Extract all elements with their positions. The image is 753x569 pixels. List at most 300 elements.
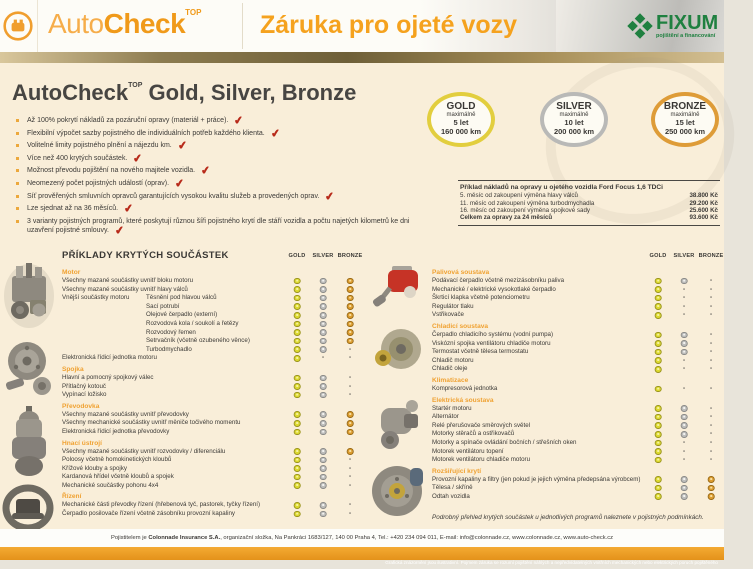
benefit-item xyxy=(14,152,432,166)
gold-coverage-dot-icon xyxy=(655,286,662,293)
bronze-coverage-dot-icon xyxy=(347,321,354,328)
gold-coverage-dot-icon xyxy=(655,278,662,285)
fixum-diamonds-icon xyxy=(628,14,652,38)
benefit-item xyxy=(14,164,432,178)
silver-coverage-dot-icon xyxy=(320,392,327,399)
coverage-row xyxy=(432,340,724,349)
square-bullet-icon xyxy=(16,207,19,210)
bronze-coverage-dot-icon xyxy=(347,295,354,302)
coverage-sublabel: Rozvodová kola / soukolí a řetězy xyxy=(146,319,239,327)
cost-total-row xyxy=(460,214,718,221)
no-coverage-dash-icon: - xyxy=(348,373,352,381)
disclaimer-text: Grafická znázornění jsou ilustrativní. Pojmem záruka se rozumí pojištění náhlých a nepředvídatelných vnitřních mechanických nebo elektrických poruch pojištěného xyxy=(385,560,718,565)
no-coverage-dash-icon: - xyxy=(709,438,713,446)
header xyxy=(0,0,724,52)
no-coverage-dash-icon: - xyxy=(709,339,713,347)
no-coverage-dash-icon: - xyxy=(682,311,686,319)
coverage-section-heading: Hnací ústrojí xyxy=(62,439,102,447)
title-top-superscript: TOP xyxy=(128,82,143,89)
bronze-coverage-dot-icon xyxy=(347,448,354,455)
no-coverage-dash-icon: - xyxy=(709,285,713,293)
red-checkmark-icon: ✔ xyxy=(123,202,135,216)
no-coverage-dash-icon: - xyxy=(682,384,686,392)
coverage-row xyxy=(62,448,362,457)
no-coverage-dash-icon: - xyxy=(709,430,713,438)
column-header-bronze: BRONZE xyxy=(337,253,363,259)
coverage-label: Všechny mazané součástky uvnitř rozvodovky / diferenciálu xyxy=(62,447,226,455)
silver-coverage-dot-icon xyxy=(681,422,688,429)
gold-coverage-dot-icon xyxy=(294,346,301,353)
coverage-title: PŘÍKLADY KRYTÝCH SOUČÁSTEK xyxy=(62,250,229,261)
gold-coverage-dot-icon xyxy=(294,295,301,302)
coverage-row xyxy=(432,365,724,374)
silver-coverage-dot-icon xyxy=(320,375,327,382)
transmission-photo xyxy=(6,404,52,483)
coverage-label: Kardanová hřídel včetně kloubů a spojek xyxy=(62,473,174,481)
column-header-silver: SILVER xyxy=(312,253,334,259)
cost-total-value: 93.600 Kč xyxy=(689,214,718,222)
coverage-row xyxy=(62,428,362,437)
autocheck-logo xyxy=(48,8,201,40)
coverage-section-heading: Motor xyxy=(62,269,81,276)
coverage-sublabel: Setrvačník (včetně ozubeného věnce) xyxy=(146,337,250,345)
coverage-label: Škrticí klapka včetně potenciometru xyxy=(432,294,530,302)
gold-coverage-dot-icon xyxy=(655,366,662,373)
coverage-label: Motorky stěračů a ostřikovačů xyxy=(432,430,515,438)
benefit-item xyxy=(14,217,432,238)
silver-coverage-dot-icon xyxy=(320,295,327,302)
gold-coverage-dot-icon xyxy=(294,474,301,481)
silver-coverage-dot-icon xyxy=(320,448,327,455)
bronze-coverage-dot-icon xyxy=(347,303,354,310)
silver-coverage-dot-icon xyxy=(681,332,688,339)
red-checkmark-icon: ✔ xyxy=(233,114,245,128)
gold-coverage-dot-icon xyxy=(294,429,301,436)
benefit-text: 3 varianty pojistných programů, které poskytují různou šíři pojistného krytí dle stáří vozidla a počtu najetých kilometrů ke dni uzavření pojistné smlouvy. xyxy=(27,217,410,234)
clutch-photo xyxy=(4,336,54,405)
coverage-row xyxy=(62,303,362,312)
benefit-text: Neomezený počet pojistných událostí (oprav). xyxy=(27,179,170,187)
red-checkmark-icon: ✔ xyxy=(114,224,125,238)
cost-total-label: Celkem za opravy za 24 měsíců xyxy=(460,214,553,222)
gold-coverage-dot-icon xyxy=(655,457,662,464)
coverage-sublabel: Olejové čerpadlo (externí) xyxy=(146,311,218,319)
gold-coverage-dot-icon xyxy=(294,411,301,418)
no-coverage-dash-icon: - xyxy=(682,294,686,302)
coverage-right-body xyxy=(432,266,724,501)
coverage-sublabel: Rozvodový řemen xyxy=(146,328,196,336)
coverage-section-heading: Převodovka xyxy=(62,402,100,410)
benefit-text: Volitelné limity pojistného plnění a nájezdu km. xyxy=(27,142,172,150)
coverage-label: Elektronická řídicí jednotka motoru xyxy=(62,354,157,362)
silver-coverage-dot-icon xyxy=(320,511,327,518)
no-coverage-dash-icon: - xyxy=(682,365,686,373)
no-coverage-dash-icon: - xyxy=(709,348,713,356)
benefit-item xyxy=(14,139,432,153)
cost-example-title: Příklad nákladů na opravy u ojetého vozidla Ford Focus 1,6 TDCi xyxy=(460,184,663,191)
coverage-row xyxy=(432,476,724,485)
column-header-gold: GOLD xyxy=(288,253,306,259)
plan-km: 200 000 km xyxy=(553,126,595,136)
coverage-row xyxy=(432,430,724,439)
no-coverage-dash-icon: - xyxy=(709,330,713,338)
coverage-label: Startér motoru xyxy=(432,404,472,412)
plan-name: SILVER xyxy=(556,101,592,112)
cost-row xyxy=(460,200,718,207)
bronze-coverage-dot-icon xyxy=(347,420,354,427)
coverage-label: Motorky a spínače ovládání bočních / střešních oken xyxy=(432,438,577,446)
insurer-line xyxy=(0,535,724,541)
gold-coverage-dot-icon xyxy=(655,414,662,421)
gold-coverage-dot-icon xyxy=(655,349,662,356)
no-coverage-dash-icon: - xyxy=(709,311,713,319)
gold-coverage-dot-icon xyxy=(294,448,301,455)
no-coverage-dash-icon: - xyxy=(709,421,713,429)
coverage-label: Čerpadlo chladicího systému (vodní pumpa) xyxy=(432,330,554,338)
coverage-row xyxy=(432,439,724,448)
coverage-row xyxy=(62,419,362,428)
coverage-label: Vnější součástky motoru xyxy=(62,294,130,302)
no-coverage-dash-icon: - xyxy=(682,438,686,446)
gold-coverage-dot-icon xyxy=(294,321,301,328)
plan-badge-silver xyxy=(540,92,608,147)
no-coverage-dash-icon: - xyxy=(348,391,352,399)
gold-coverage-dot-icon xyxy=(294,338,301,345)
plan-name: GOLD xyxy=(446,101,476,112)
gold-coverage-dot-icon xyxy=(294,383,301,390)
coverage-label: Motorek ventilátoru chladiče motoru xyxy=(432,456,531,464)
coverage-label: Kompresorová jednotka xyxy=(432,384,498,392)
coverage-section-heading: Řízení xyxy=(62,493,82,501)
silver-coverage-dot-icon xyxy=(320,411,327,418)
coverage-row xyxy=(62,473,362,482)
no-coverage-dash-icon: - xyxy=(709,456,713,464)
benefit-item xyxy=(14,189,432,204)
cost-value: 38.800 Kč xyxy=(689,192,718,200)
coverage-row xyxy=(62,383,362,392)
no-coverage-dash-icon: - xyxy=(709,302,713,310)
coverage-row xyxy=(62,337,362,346)
plan-years: 10 let xyxy=(564,118,584,127)
bronze-coverage-dot-icon xyxy=(347,286,354,293)
coverage-row xyxy=(432,357,724,366)
gold-coverage-dot-icon xyxy=(294,482,301,489)
gold-coverage-dot-icon xyxy=(655,485,662,492)
square-bullet-icon xyxy=(16,195,19,198)
bronze-coverage-dot-icon xyxy=(708,476,715,483)
coverage-row xyxy=(432,294,724,303)
coverage-label: Čerpadlo posilovače řízení včetně zásobníku provozní kapaliny xyxy=(62,510,236,518)
cost-label: 11. měsíc od zakoupení výměna turbodmychadla xyxy=(460,199,595,207)
no-coverage-dash-icon: - xyxy=(709,365,713,373)
no-coverage-dash-icon: - xyxy=(348,473,352,481)
no-coverage-dash-icon: - xyxy=(348,345,352,353)
bronze-coverage-dot-icon xyxy=(347,338,354,345)
red-checkmark-icon: ✔ xyxy=(324,189,336,204)
insurer-rest: , organizační složka, Na Pankráci 1683/127, 140 00 Praha 4, Tel.: +420 234 094 011, E-mail: info@colonnade.cz, www.colonnade.cz, www.auto-check.cz xyxy=(220,535,614,541)
starter-motor-photo xyxy=(374,394,424,459)
title-rest: Gold, Silver, Bronze xyxy=(148,80,357,105)
gold-coverage-dot-icon xyxy=(655,357,662,364)
coverage-row xyxy=(432,484,724,493)
benefit-item xyxy=(14,127,432,141)
gold-coverage-dot-icon xyxy=(294,511,301,518)
logo-top-superscript: TOP xyxy=(185,8,202,17)
gold-coverage-dot-icon xyxy=(655,493,662,500)
engine-photo xyxy=(2,258,56,337)
coverage-row xyxy=(432,303,724,312)
gold-coverage-dot-icon xyxy=(655,303,662,310)
coverage-label: Vstřikovače xyxy=(432,311,464,319)
coverage-section-heading: Palivová soustava xyxy=(432,269,490,276)
insurer-prefix: Pojistitelem je xyxy=(110,535,149,541)
no-coverage-dash-icon: - xyxy=(348,464,352,472)
coverage-row xyxy=(62,329,362,338)
fixum-name: FIXUM xyxy=(656,12,719,34)
no-coverage-dash-icon: - xyxy=(682,456,686,464)
gold-coverage-dot-icon xyxy=(294,457,301,464)
gold-coverage-dot-icon xyxy=(294,286,301,293)
coverage-label: Regulátor tlaku xyxy=(432,302,474,310)
silver-coverage-dot-icon xyxy=(681,414,688,421)
no-coverage-dash-icon: - xyxy=(348,481,352,489)
coverage-label: Vypínací ložisko xyxy=(62,391,107,399)
square-bullet-icon xyxy=(16,182,19,185)
coverage-row xyxy=(62,320,362,329)
no-coverage-dash-icon: - xyxy=(682,356,686,364)
no-coverage-dash-icon: - xyxy=(348,510,352,518)
silver-coverage-dot-icon xyxy=(681,405,688,412)
coverage-label: Tělesa / skříně xyxy=(432,484,473,492)
coverage-label: Přítlačný kotouč xyxy=(62,382,107,390)
square-bullet-icon xyxy=(16,169,19,172)
silver-coverage-dot-icon xyxy=(320,321,327,328)
coverage-label: Podávací čerpadlo včetně mezizásobníku paliva xyxy=(432,277,565,284)
red-checkmark-icon: ✔ xyxy=(176,139,188,153)
coverage-row xyxy=(432,493,724,502)
coverage-row xyxy=(432,448,724,457)
benefits-list xyxy=(14,116,432,239)
brake-disc-photo xyxy=(370,456,426,529)
bronze-coverage-dot-icon xyxy=(347,329,354,336)
silver-coverage-dot-icon xyxy=(320,457,327,464)
plan-badge-bronze xyxy=(651,92,719,147)
square-bullet-icon xyxy=(16,220,19,223)
benefit-text: Až 100% pokrytí nákladů za pozáruční opravy (materiál + práce). xyxy=(27,117,229,124)
gold-coverage-dot-icon xyxy=(655,340,662,347)
coverage-row xyxy=(62,346,362,355)
coverage-row xyxy=(62,294,362,303)
cost-label: 5. měsíc od zakoupení výměna hlavy válců xyxy=(460,192,578,200)
coverage-note: Podrobný přehled krytých součástek u jednotlivých programů naleznete v pojistných podmínkách. xyxy=(432,514,704,521)
disclaimer-bar xyxy=(0,547,724,565)
cost-value: 29.200 Kč xyxy=(689,199,718,207)
plan-badge-gold xyxy=(427,92,495,147)
gold-coverage-dot-icon xyxy=(294,502,301,509)
plan-name: BRONZE xyxy=(663,101,707,112)
square-bullet-icon xyxy=(16,119,19,122)
silver-coverage-dot-icon xyxy=(320,338,327,345)
square-bullet-icon xyxy=(16,144,19,147)
gold-coverage-dot-icon xyxy=(294,465,301,472)
silver-coverage-dot-icon xyxy=(320,502,327,509)
coverage-row xyxy=(62,286,362,295)
coverage-label: Všechny mazané součástky uvnitř bloku motoru xyxy=(62,277,194,284)
coverage-section-heading: Spojka xyxy=(62,365,84,373)
red-checkmark-icon: ✔ xyxy=(200,164,212,178)
coverage-row xyxy=(432,277,724,286)
coverage-label: Všechny mechanické součástky uvnitř měniče točivého momentu xyxy=(62,419,241,427)
no-coverage-dash-icon: - xyxy=(682,285,686,293)
plan-years: 5 let xyxy=(453,118,469,127)
bronze-coverage-dot-icon xyxy=(347,411,354,418)
square-bullet-icon xyxy=(16,157,19,160)
gold-coverage-dot-icon xyxy=(294,392,301,399)
bronze-coverage-dot-icon xyxy=(708,485,715,492)
plan-max-label: maximálně xyxy=(559,112,589,118)
silver-coverage-dot-icon xyxy=(681,278,688,285)
fixum-text xyxy=(656,12,718,39)
coverage-left-body xyxy=(62,266,362,519)
gold-coverage-dot-icon xyxy=(294,329,301,336)
coverage-row xyxy=(62,510,362,519)
coverage-row xyxy=(432,413,724,422)
coverage-label: Chladič motoru xyxy=(432,356,474,364)
coverage-label: Provozní kapaliny a filtry (jen pokud je jejich výměna předepsána výrobcem) xyxy=(432,475,641,483)
gold-coverage-dot-icon xyxy=(655,422,662,429)
gold-coverage-dot-icon xyxy=(655,312,662,319)
gold-coverage-dot-icon xyxy=(655,405,662,412)
coverage-section-heading: Klimatizace xyxy=(432,376,469,384)
coverage-label: Mechanické části převodky řízení (hřebenová tyč, pastorek, tyčky řízení) xyxy=(62,501,261,509)
benefit-item xyxy=(14,202,432,216)
header-divider xyxy=(242,3,243,49)
no-coverage-dash-icon: - xyxy=(348,354,352,362)
silver-coverage-dot-icon xyxy=(320,465,327,472)
gold-coverage-dot-icon xyxy=(655,440,662,447)
coverage-row xyxy=(432,456,724,465)
gold-coverage-dot-icon xyxy=(294,303,301,310)
coverage-label: Mechanické součástky pohonu 4x4 xyxy=(62,481,159,489)
fixum-tagline: pojištění a financování xyxy=(656,33,716,39)
coverage-row xyxy=(62,465,362,474)
gold-coverage-dot-icon xyxy=(294,355,301,362)
benefit-text: Více než 400 krytých součástek. xyxy=(27,154,128,162)
silver-coverage-dot-icon xyxy=(320,482,327,489)
red-checkmark-icon: ✔ xyxy=(269,127,281,141)
coverage-label: Chladič oleje xyxy=(432,365,468,373)
coverage-row xyxy=(432,286,724,295)
gold-coverage-dot-icon xyxy=(655,332,662,339)
coverage-label: Mechanické / elektrické vysokotlaké čerpadlo xyxy=(432,285,556,293)
benefit-text: Možnost převodu pojištění na nového majitele vozidla. xyxy=(27,167,196,175)
coverage-label: Odtah vozidla xyxy=(432,492,470,500)
gold-coverage-dot-icon xyxy=(294,420,301,427)
silver-coverage-dot-icon xyxy=(681,349,688,356)
coverage-row xyxy=(62,374,362,383)
no-coverage-dash-icon: - xyxy=(348,501,352,509)
cost-value: 25.600 Kč xyxy=(689,207,718,215)
no-coverage-dash-icon: - xyxy=(709,447,713,455)
benefit-text: Flexibilní výpočet sazby pojistného dle individuálních potřeb každého klienta. xyxy=(27,129,265,137)
plan-years: 15 let xyxy=(675,118,695,127)
column-header-gold: GOLD xyxy=(649,253,667,259)
gold-coverage-dot-icon xyxy=(294,375,301,382)
gold-coverage-dot-icon xyxy=(655,295,662,302)
silver-coverage-dot-icon xyxy=(320,303,327,310)
benefit-text: Lze sjednat až na 36 měsíců. xyxy=(27,205,119,213)
silver-coverage-dot-icon xyxy=(320,420,327,427)
bronze-coverage-dot-icon xyxy=(708,493,715,500)
no-coverage-dash-icon: - xyxy=(682,447,686,455)
silver-coverage-dot-icon xyxy=(320,286,327,293)
no-coverage-dash-icon: - xyxy=(709,294,713,302)
gold-coverage-dot-icon xyxy=(294,278,301,285)
red-checkmark-icon: ✔ xyxy=(132,152,144,166)
coverage-sublabel: Sací potrubí xyxy=(146,302,180,310)
no-coverage-dash-icon: - xyxy=(709,277,713,284)
cost-row xyxy=(460,192,718,199)
alternator-photo xyxy=(372,322,424,383)
coverage-section-heading: Chladicí soustava xyxy=(432,322,489,330)
silver-coverage-dot-icon xyxy=(320,278,327,285)
column-header-bronze: BRONZE xyxy=(698,253,724,259)
coverage-row xyxy=(62,411,362,420)
silver-coverage-dot-icon xyxy=(681,431,688,438)
header-claim: Záruka pro ojeté vozy xyxy=(260,11,518,39)
no-coverage-dash-icon: - xyxy=(348,382,352,390)
plan-km: 160 000 km xyxy=(440,126,482,136)
coverage-label: Alternátor xyxy=(432,413,459,421)
plan-max-label: maximálně xyxy=(446,112,476,118)
coverage-row xyxy=(432,331,724,340)
bronze-coverage-dot-icon xyxy=(347,278,354,285)
coverage-row xyxy=(62,354,362,363)
title-brand: AutoCheck xyxy=(12,80,129,105)
no-coverage-dash-icon: - xyxy=(321,354,325,362)
silver-coverage-dot-icon xyxy=(681,476,688,483)
fuel-pump-photo xyxy=(370,262,426,323)
no-coverage-dash-icon: - xyxy=(709,404,713,412)
coverage-row xyxy=(62,501,362,510)
logo-auto: Auto xyxy=(48,8,104,39)
page-title xyxy=(12,80,356,106)
engine-circle-icon xyxy=(2,10,34,42)
logo-check: Check xyxy=(103,8,186,39)
coverage-row xyxy=(62,391,362,400)
silver-coverage-dot-icon xyxy=(320,383,327,390)
coverage-label: Hlavní a pomocný spojkový válec xyxy=(62,373,154,381)
column-header-silver: SILVER xyxy=(673,253,695,259)
no-coverage-dash-icon: - xyxy=(709,413,713,421)
gold-coverage-dot-icon xyxy=(655,431,662,438)
coverage-sublabel: Těsnění pod hlavou válců xyxy=(146,294,217,302)
plan-km: 250 000 km xyxy=(664,126,706,136)
coverage-label: Všechny mazané součástky uvnitř hlavy válců xyxy=(62,285,188,293)
coverage-row xyxy=(62,311,362,320)
coverage-label: Poloosy včetně homokinetických kloubů xyxy=(62,456,172,464)
insurer-name: Colonnade Insurance S.A. xyxy=(148,535,221,541)
fixum-logo xyxy=(628,12,718,39)
coverage-section-heading: Elektrická soustava xyxy=(432,396,494,404)
coverage-row xyxy=(432,422,724,431)
coverage-label: Všechny mazané součástky uvnitř převodovky xyxy=(62,410,189,418)
benefit-text: Síť prověřených smluvních opravců garantujících vysokou kvalitu služeb a provedených oprav. xyxy=(27,192,320,200)
silver-coverage-dot-icon xyxy=(320,474,327,481)
bronze-coverage-dot-icon xyxy=(347,429,354,436)
coverage-label: Relé přerušovače směrových světel xyxy=(432,421,531,429)
coverage-row xyxy=(432,348,724,357)
